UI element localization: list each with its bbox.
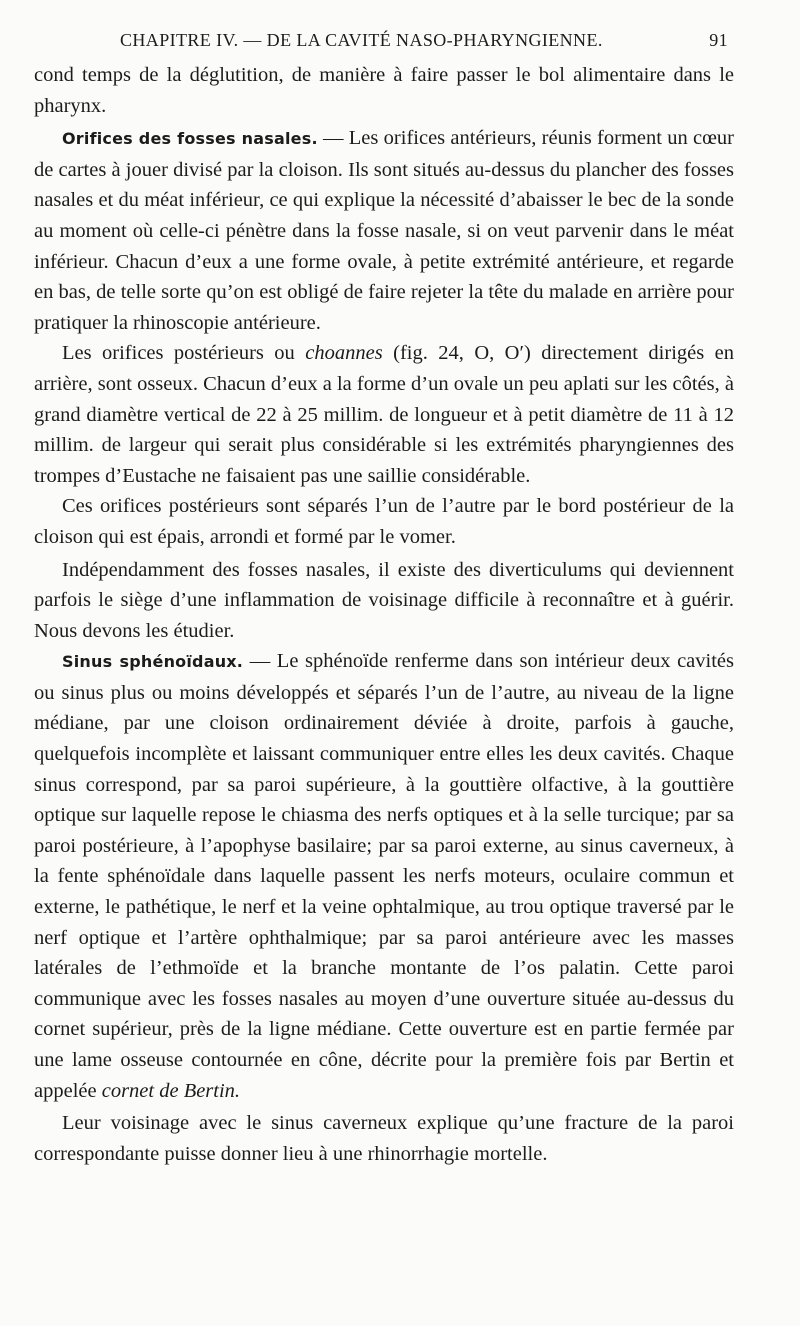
paragraph-choannes: Les orifices postérieurs ou choannes (fig. 24, O, O′) directement dirigés en arrière, sont osseux. Chacun d’eux a la forme d’un ovale un peu aplati sur les côtés, à grand diamètre vertical de 22 à 25 millim. de longueur et à petit diamètre de 11 à 12 millim. de largeur qui serait plus considérable si les extrémités pharyngiennes des trompes d’Eustache ne faisaient pas une saillie considérable. xyxy=(34,342,734,487)
section-heading-orifices: Orifices des fosses nasales. xyxy=(62,129,318,149)
body-text xyxy=(34,60,734,1169)
paragraph-vomer: Ces orifices postérieurs sont séparés l’un de l’autre par le bord postérieur de la cloison qui est épais, arrondi et formé par le vomer. xyxy=(34,495,734,548)
section-heading-sinus: Sinus sphénoïdaux. xyxy=(62,652,244,672)
page-number: 91 xyxy=(709,30,728,50)
paragraph-rhinorrhagie: Leur voisinage avec le sinus caverneux explique qu’une fracture de la paroi correspondante puisse donner lieu à une rhinorrhagie mortelle. xyxy=(34,1112,734,1165)
term-choannes: choannes xyxy=(305,342,383,365)
paragraph-orifices: Orifices des fosses nasales. — Les orifices antérieurs, réunis forment un cœur de cartes à jouer divisé par la cloison. Ils sont situés au-dessus du plancher des fosses nasales et du méat inférieur, ce qui explique la nécessité d’abaisser le bec de la sonde au moment où celle-ci pénètre dans la fosse nasale, si on veut parvenir dans le méat inférieur. Chacun d’eux a une forme ovale, à petite extrémité antérieure, et regarde en bas, de telle sorte qu’on est obligé de faire rejeter la tête du malade en arrière pour pratiquer la rhinoscopie antérieure. xyxy=(34,127,734,334)
chapter-title: CHAPITRE IV. — DE LA CAVITÉ NASO-PHARYNGIENNE. xyxy=(120,30,603,50)
paragraph-continuation: cond temps de la déglutition, de manière à faire passer le bol alimentaire dans le pharynx. xyxy=(34,64,734,117)
paragraph-diverticulums: Indépendamment des fosses nasales, il existe des diverticulums qui deviennent parfois le siège d’une inflammation de voisinage difficile à reconnaître et à guérir. Nous devons les étudier. xyxy=(34,558,734,642)
running-header xyxy=(34,30,728,56)
paragraph-sinus-sphenoidaux: Sinus sphénoïdaux. — Le sphénoïde renferme dans son intérieur deux cavités ou sinus plus ou moins développés et séparés l’un de l’autre, au niveau de la ligne médiane, par une cloison ordinairement déviée à droite, parfois à gauche, quelquefois incomplète et laissant communiquer entre elles les deux cavités. Chaque sinus correspond, par sa paroi supérieure, à la gouttière olfactive, à la gouttière optique sur laquelle repose le chiasma des nerfs optiques et à la selle turcique; par sa paroi postérieure, à l’apophyse basilaire; par sa paroi externe, au sinus caverneux, à la fente sphénoïdale dans laquelle passent les nerfs moteurs, oculaire commun et externe, le pathétique, le nerf et la veine ophtalmique, au trou optique traversé par le nerf optique et l’artère ophthalmique; par sa paroi antérieure avec les masses latérales de l’ethmoïde et la branche montante de l’os palatin. Cette paroi communique avec les fosses nasales au moyen d’une ouverture située au-dessus du cornet supérieur, près de la ligne médiane. Cette ouverture est en partie fermée par une lame osseuse contournée en cône, décrite pour la première fois par Bertin et appelée cornet de Bertin. xyxy=(34,650,734,1102)
term-cornet-de-bertin: cornet de Bertin. xyxy=(101,1079,241,1102)
